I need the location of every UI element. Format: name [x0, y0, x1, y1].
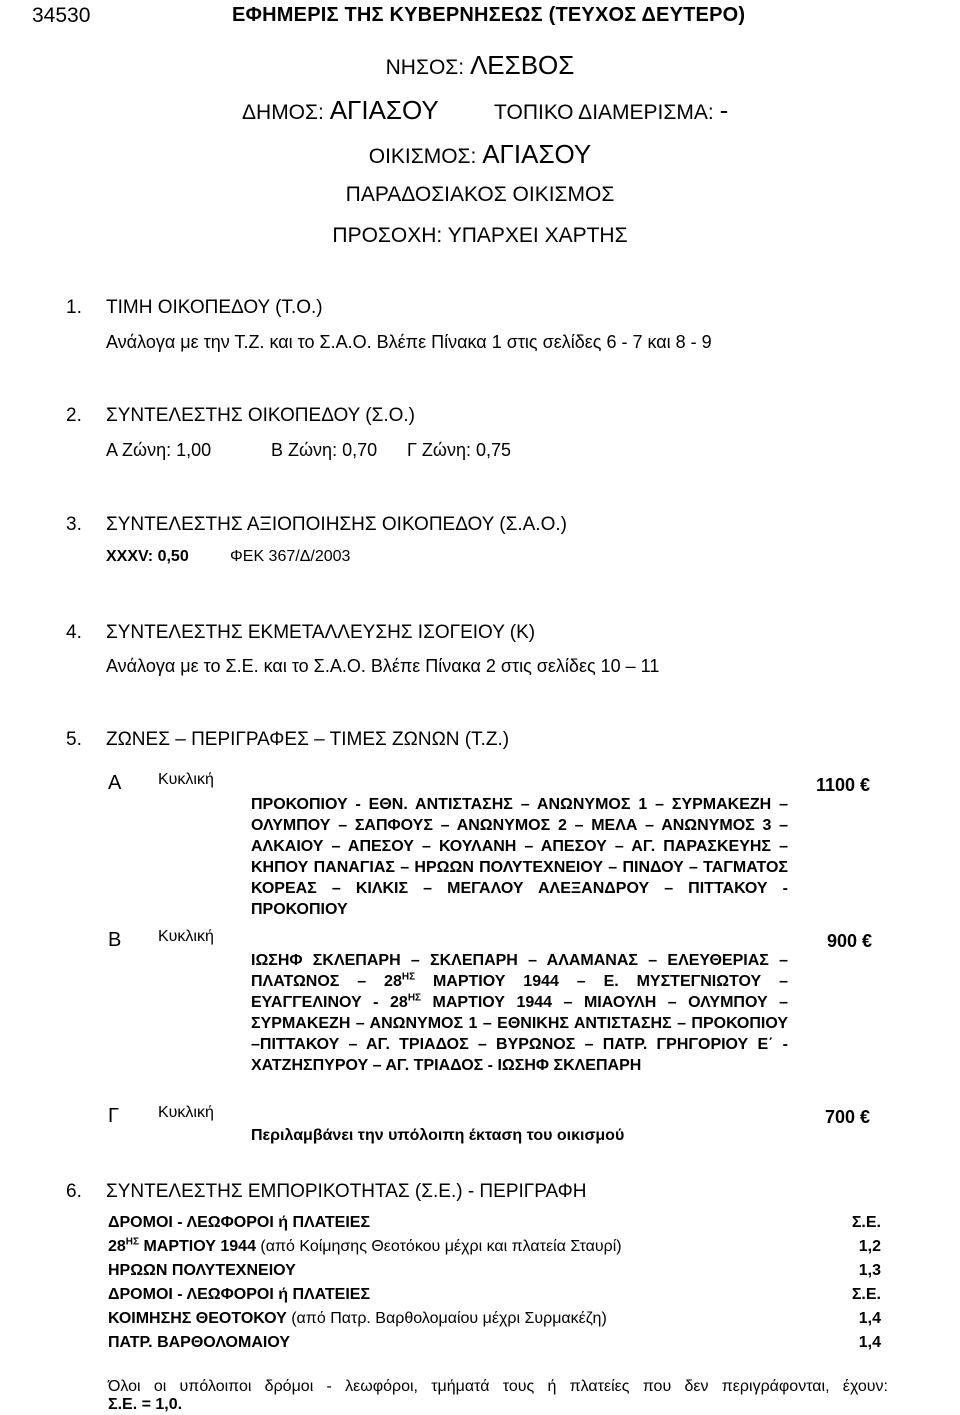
map-notice: ΠΡΟΣΟΧΗ: ΥΠΑΡΧΕΙ ΧΑΡΤΗΣ: [332, 224, 628, 247]
coefficient-value: 1,3: [858, 1262, 881, 1279]
island-label: ΝΗΣΟΣ:: [385, 56, 465, 79]
settlement-label: ΟΙΚΙΣΜΟΣ:: [368, 145, 477, 168]
fek-reference: ΦΕΚ 367/Δ/2003: [230, 548, 351, 565]
section-1-heading: [66, 297, 323, 319]
zone-c-description: Περιλαμβάνει την υπόλοιπη έκταση του οικισμού: [251, 1127, 625, 1144]
section-4-heading: [66, 622, 535, 644]
zone-letter: Β: [108, 929, 122, 951]
zone-letter: Γ: [108, 1105, 120, 1127]
footer-note-line-2: Σ.Ε. = 1,0.: [108, 1396, 183, 1413]
street-name: ΔΡΟΜΟΙ - ΛΕΩΦΟΡΟΙ ή ΠΛΑΤΕΙΕΣ: [108, 1286, 371, 1303]
section-6-heading: [66, 1181, 587, 1203]
section-number: 2.: [66, 405, 82, 426]
section-title: ΣΥΝΤΕΛΕΣΤΗΣ ΑΞΙΟΠΟΙΗΣΗΣ ΟΙΚΟΠΕΔΟΥ (Σ.Α.Ο.): [106, 514, 567, 535]
street-name: ΠΑΤΡ. ΒΑΡΘΟΛΟΜΑΙΟΥ: [108, 1334, 290, 1351]
zone-c-coefficient: Γ Ζώνη: 0,75: [407, 440, 512, 460]
local-district-label: ΤΟΠΙΚΟ ΔΙΑΜΕΡΙΣΜΑ:: [494, 101, 714, 124]
coefficient-value: Σ.Ε.: [851, 1214, 881, 1231]
sao-code: XXXV: 0,50: [106, 548, 189, 565]
coefficient-value: 1,2: [858, 1238, 881, 1255]
section-1-text: Ανάλογα με την Τ.Ζ. και το Σ.Α.Ο. Βλέπε Πίνακα 1 στις σελίδες 6 - 7 και 8 - 9: [106, 332, 712, 352]
settlement-line: [0, 139, 960, 170]
zone-a-coefficient: Α Ζώνη: 1,00: [106, 440, 212, 460]
section-number: 4.: [66, 622, 82, 643]
table-row: [108, 1310, 881, 1332]
zone-price: 900 €: [827, 931, 873, 951]
page-number: 34530: [32, 4, 91, 27]
section-title: ΣΥΝΤΕΛΕΣΤΗΣ ΕΜΠΟΡΙΚΟΤΗΤΑΣ (Σ.Ε.) - ΠΕΡΙΓΡΑΦΗ: [106, 1181, 587, 1202]
zone-price: 1100 €: [816, 775, 871, 795]
island-line: [0, 50, 960, 81]
section-number: 3.: [66, 514, 82, 535]
municipality-label: ΔΗΜΟΣ:: [242, 101, 324, 124]
gazette-title: ΕΦΗΜΕΡΙΣ ΤΗΣ ΚΥΒΕΡΝΗΣΕΩΣ (ΤΕΥΧΟΣ ΔΕΥΤΕΡΟ): [232, 4, 746, 26]
table-row: [108, 1286, 881, 1308]
island-value: ΛΕΣΒΟΣ: [469, 50, 575, 80]
coefficient-value: Σ.Ε.: [851, 1286, 881, 1303]
street-name: $28^{H\Sigma}$ ΜΑΡΤΙΟΥ 1944 (από Κοίμησης Θεοτόκου μέχρι και πλατεία Σταυρί): [108, 1236, 622, 1255]
zone-type: Κυκλική: [158, 928, 214, 945]
coefficient-value: 1,4: [858, 1310, 881, 1327]
coefficient-value: 1,4: [858, 1334, 881, 1351]
municipality-value: ΑΓΙΑΣΟΥ: [329, 95, 439, 125]
zone-letter: Α: [108, 772, 122, 794]
zone-b-coefficient: Β Ζώνη: 0,70: [271, 440, 378, 460]
zone-price: 700 €: [825, 1107, 871, 1127]
footer-note-line-1: Όλοι οι υπόλοιποι δρόμοι - λεωφόροι, τμήματά τους ή πλατείες που δεν περιγράφονται, έχουν:: [108, 1378, 888, 1395]
section-5-heading: [66, 729, 509, 751]
section-title: ΖΩΝΕΣ – ΠΕΡΙΓΡΑΦΕΣ – ΤΙΜΕΣ ΖΩΝΩΝ (Τ.Ζ.): [106, 729, 510, 750]
section-title: ΣΥΝΤΕΛΕΣΤΗΣ ΟΙΚΟΠΕΔΟΥ (Σ.Ο.): [106, 405, 416, 426]
zone-type: Κυκλική: [158, 1104, 214, 1121]
settlement-type: ΠΑΡΑΔΟΣΙΑΚΟΣ ΟΙΚΙΣΜΟΣ: [345, 183, 615, 206]
zone-b-description: ΙΩΣΗΦ ΣΚΛΕΠΑΡΗ – ΣΚΛΕΠΑΡΗ – ΑΛΑΜΑΝΑΣ – ΕΛΕΥΘΕΡΙΑΣ – ΠΛΑΤΩΝΟΣ – $28^{H\Sigma}$ ΜΑΡΤΙΟΥ 1944 – Ε. ΜΥΣΤΕΓΝΙΩΤΟΥ – ΕΥΑΓΓΕΛΙΝΟΥ - $28^{H\Sigma}$ ΜΑΡΤΙΟΥ 1944 – ΜΙΑΟΥΛΗ – ΟΛΥΜΠΟΥ – ΣΥΡΜΑΚΕΖΗ – ΑΝΩΝΥΜΟΣ 1 – ΕΘΝΙΚΗΣ ΑΝΤΙΣΤΑΣΗΣ – ΠΡΟΚΟΠΙΟΥ –ΠΙΤΤΑΚΟΥ – ΑΓ. ΤΡΙΑΔΟΣ – ΒΥΡΩΝΟΣ – ΠΑΤΡ. ΓΡΗΓΟΡΙΟΥ Ε΄ - ΧΑΤΖΗΣΠΥΡΟΥ – ΑΓ. ΤΡΙΑΔΟΣ - ΙΩΣΗΦ ΣΚΛΕΠΑΡΗ: [251, 952, 789, 1074]
section-4-text: Ανάλογα με το Σ.Ε. και το Σ.Α.Ο. Βλέπε Πίνακα 2 στις σελίδες 10 – 11: [106, 656, 660, 676]
street-name: ΔΡΟΜΟΙ - ΛΕΩΦΟΡΟΙ ή ΠΛΑΤΕΙΕΣ: [108, 1214, 371, 1231]
zone-type: Κυκλική: [158, 771, 214, 788]
table-row: [108, 1334, 881, 1356]
municipality-line: [242, 95, 728, 126]
section-2-heading: [66, 405, 415, 427]
table-row: [108, 1214, 881, 1236]
section-title: ΤΙΜΗ ΟΙΚΟΠΕΔΟΥ (Τ.Ο.): [106, 297, 323, 318]
section-3-heading: [66, 514, 567, 536]
section-title: ΣΥΝΤΕΛΕΣΤΗΣ ΕΚΜΕΤΑΛΛΕΥΣΗΣ ΙΣΟΓΕΙΟΥ (Κ): [106, 622, 536, 643]
local-district-value: -: [719, 95, 729, 125]
street-name: ΚΟΙΜΗΣΗΣ ΘΕΟΤΟΚΟΥ (από Πατρ. Βαρθολομαίου μέχρι Συρμακέζη): [108, 1310, 607, 1327]
zone-a-description: ΠΡΟΚΟΠΙΟΥ - ΕΘΝ. ΑΝΤΙΣΤΑΣΗΣ – ΑΝΩΝΥΜΟΣ 1 – ΣΥΡΜΑΚΕΖΗ – ΟΛΥΜΠΟΥ – ΣΑΠΦΟΥΣ – ΑΝΩΝΥΜΟΣ 2 – ΜΕΛΑ – ΑΝΩΝΥΜΟΣ 3 – ΑΛΚΑΙΟΥ – ΑΠΕΣΟΥ – ΚΟΥΛΑΝΗ – ΑΠΕΣΟΥ – ΑΓ. ΠΑΡΑΣΚΕΥΗΣ – ΚΗΠΟΥ ΠΑΝΑΓΙΑΣ – ΗΡΩΩΝ ΠΟΛΥΤΕΧΝΕΙΟΥ – ΠΙΝΔΟΥ – ΤΑΓΜΑΤΟΣ ΚΟΡΕΑΣ – ΚΙΛΚΙΣ – ΜΕΓΑΛΟΥ ΑΛΕΞΑΝΔΡΟΥ – ΠΙΤΤΑΚΟΥ - ΠΡΟΚΟΠΙΟΥ: [251, 796, 788, 918]
table-row: [108, 1262, 881, 1284]
street-name: ΗΡΩΩΝ ΠΟΛΥΤΕΧΝΕΙΟΥ: [108, 1262, 296, 1279]
section-number: 6.: [66, 1181, 82, 1202]
section-number: 5.: [66, 729, 82, 750]
settlement-value: ΑΓΙΑΣΟΥ: [482, 139, 592, 169]
section-number: 1.: [66, 297, 82, 318]
table-row: [108, 1238, 881, 1260]
